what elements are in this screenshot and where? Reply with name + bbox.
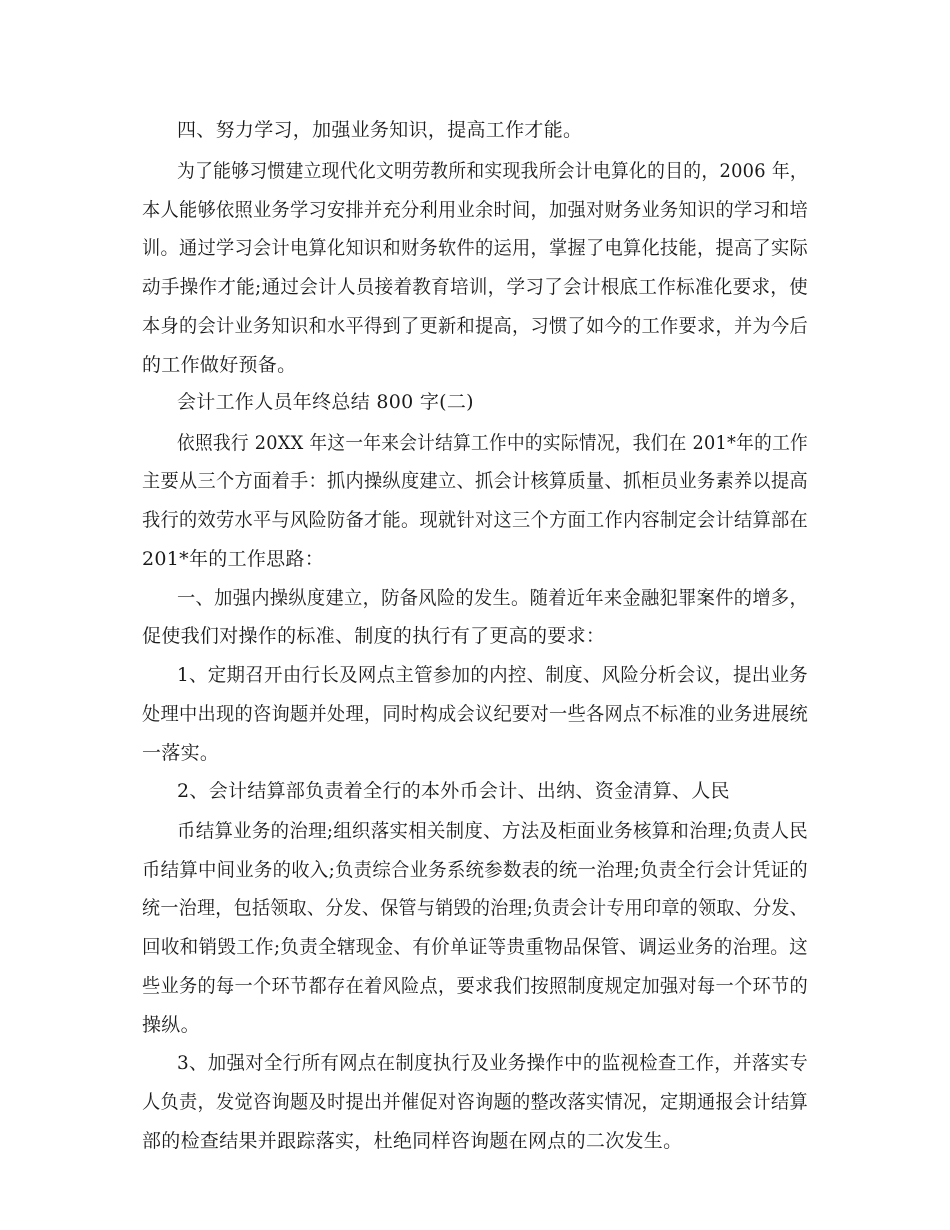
text-line: 些业务的每一个环节都存在着风险点，要求我们按照制度规定加强对每一个环节的 — [142, 975, 808, 997]
text-line: 人负责，发觉咨询题及时提出并催促对咨询题的整改落实情况，定期通报会计结算 — [142, 1091, 808, 1113]
text-line: 币结算业务的治理;组织落实相关制度、方法及柜面业务核算和治理;负责人民 — [177, 820, 808, 842]
text-line: 本身的会计业务知识和水平得到了更新和提高，习惯了如今的工作要求，并为今后 — [142, 315, 808, 337]
section-title: 会计工作人员年终总结 800 字(二) — [177, 391, 474, 413]
text-line: 动手操作才能;通过会计人员接着教育培训，学习了会计根底工作标准化要求，使 — [142, 276, 808, 298]
text-line: 2、会计结算部负责着全行的本外币会计、出纳、资金清算、人民 — [177, 780, 730, 802]
text-line: 训。通过学习会计电算化知识和财务软件的运用，掌握了电算化技能，提高了实际 — [142, 237, 808, 259]
text-line: 处理中出现的咨询题并处理，同时构成会议纪要对一些各网点不标准的业务进展统 — [142, 703, 808, 725]
text-line: 我行的效劳水平与风险防备才能。现就针对这三个方面工作内容制定会计结算部在 — [142, 509, 808, 531]
text-line: 回收和销毁工作;负责全辖现金、有价单证等贵重物品保管、调运业务的治理。这 — [142, 936, 808, 958]
text-line: 为了能够习惯建立现代化文明劳教所和实现我所会计电算化的目的，2006 年， — [177, 160, 809, 182]
text-line: 1、定期召开由行长及网点主管参加的内控、制度、风险分析会议，提出业务 — [177, 664, 808, 686]
text-line: 一、加强内操纵度建立，防备风险的发生。随着近年来金融犯罪案件的增多， — [177, 587, 809, 609]
text-line: 部的检查结果并跟踪落实，杜绝同样咨询题在网点的二次发生。 — [142, 1130, 683, 1152]
text-line: 一落实。 — [142, 742, 220, 764]
text-line: 促使我们对操作的标准、制度的执行有了更高的要求： — [142, 625, 606, 647]
text-line: 主要从三个方面着手：抓内操纵度建立、抓会计核算质量、抓柜员业务素养以提高 — [142, 470, 808, 492]
text-line: 四、努力学习，加强业务知识，提高工作才能。 — [177, 119, 583, 141]
text-line: 3、加强对全行所有网点在制度执行及业务操作中的监视检查工作，并落实专 — [177, 1052, 808, 1074]
text-line: 币结算中间业务的收入;负责综合业务系统参数表的统一治理;负责全行会计凭证的 — [142, 859, 808, 881]
text-line: 本人能够依照业务学习安排并充分利用业余时间，加强对财务业务知识的学习和培 — [142, 199, 808, 221]
text-line: 依照我行 20XX 年这一年来会计结算工作中的实际情况，我们在 201*年的工作 — [177, 432, 808, 454]
text-line: 操纵。 — [142, 1014, 200, 1036]
text-line: 的工作做好预备。 — [142, 354, 297, 376]
text-line: 统一治理，包括领取、分发、保管与销毁的治理;负责会计专用印章的领取、分发、 — [142, 897, 809, 919]
text-line: 201*年的工作思路： — [142, 548, 325, 570]
